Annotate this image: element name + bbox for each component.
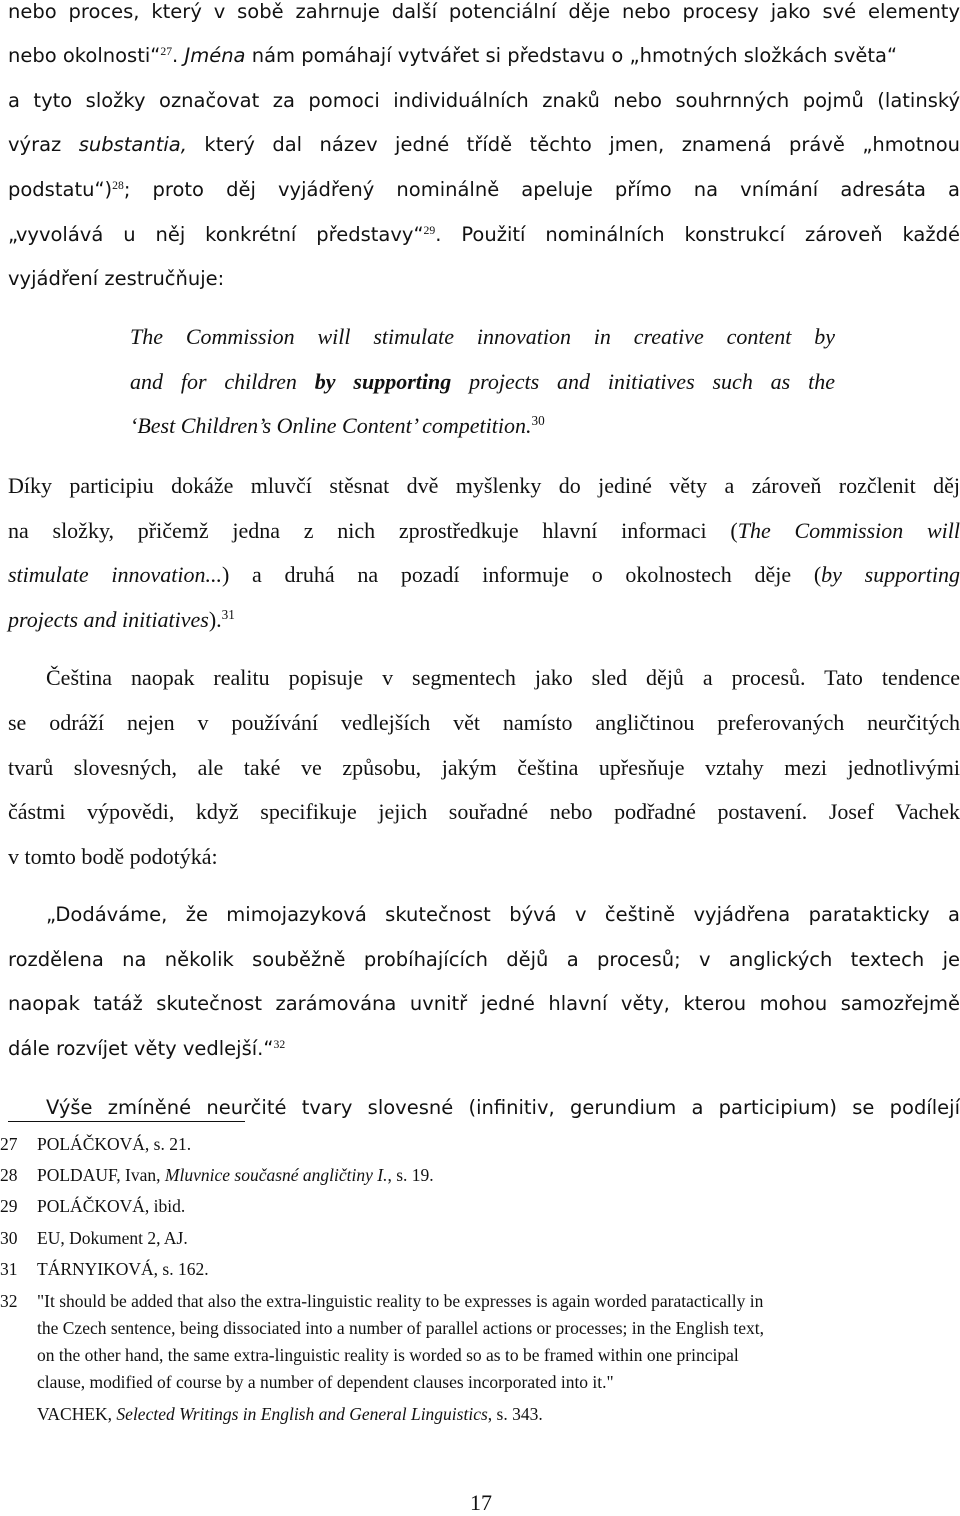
text-run: nám pomáhají vytvářet si představu o „hmotných složkách světa“ (245, 44, 898, 67)
text-run: and for children (130, 369, 315, 394)
footnote-number: 27 (0, 1134, 18, 1154)
quote-line (8, 1037, 285, 1060)
footnote-text: TÁRNYIKOVÁ, s. 162. (37, 1259, 209, 1279)
text-run: VACHEK, (37, 1404, 117, 1424)
text-run: na složky, přičemž jedna z nich zprostředkuje hlavní informaci ( (8, 518, 738, 543)
body-text-line (8, 473, 960, 499)
book-title: Mluvnice současné angličtiny I. (164, 1165, 388, 1185)
footnote-separator (8, 1121, 245, 1122)
body-text-line (46, 665, 960, 691)
quote-line (8, 948, 960, 971)
body-text-line (8, 710, 960, 736)
text-run: Díky participiu dokáže mluvčí stěsnat dvě myšlenky do jediné věty a zároveň rozčlenit děj (8, 473, 960, 498)
body-text-line (8, 223, 960, 246)
quote-line (8, 992, 960, 1015)
text-run: se odráží nejen v používání vedlejších vět namísto angličtinou preferovaných neurčitých (8, 710, 960, 735)
text-run: naopak tatáž skutečnost zarámována uvnitř jedné hlavní věty, kterou mohou samozřejmě (8, 992, 960, 1015)
text-run: vyjádření zestručňuje: (8, 267, 225, 290)
text-run: POLDAUF, Ivan, (37, 1165, 165, 1185)
footnote-text: the Czech sentence, being dissociated into a number of parallel actions or processes; in the English text, (37, 1318, 765, 1338)
footnote-number: 30 (0, 1228, 18, 1248)
footnote-text (37, 1404, 543, 1425)
text-run: ). (208, 607, 222, 632)
footnote-number: 31 (0, 1259, 18, 1279)
italic-term: Jména (184, 44, 246, 67)
footnote-text: POLÁČKOVÁ, s. 21. (37, 1134, 192, 1154)
text-run: „Dodáváme, že mimojazyková skutečnost bývá v češtině vyjádřena paratakticky a (46, 903, 960, 926)
footnote-ref[interactable]: 28 (112, 178, 124, 192)
text-run: Výše zmíněné neurčité tvary slovesné (infinitiv, gerundium a participium) se podílejí (46, 1096, 960, 1119)
bold-phrase: by supporting (314, 369, 452, 394)
text-run: který dal název jedné třídě těchto jmen, znamená právě „hmotnou (186, 133, 960, 156)
text-run: ‘Best Children’s Online Content’ competition. (130, 413, 532, 438)
footnote-ref[interactable]: 29 (423, 223, 436, 237)
text-run: projects and initiatives such as the (451, 369, 835, 394)
text-run: „vyvolává u něj konkrétní představy“ (8, 223, 424, 246)
text-run: ; proto děj vyjádřený nominálně apeluje přímo na vnímání adresáta a (123, 178, 960, 201)
italic-term: projects and initiatives (8, 607, 209, 632)
text-run: nebo proces, který v sobě zahrnuje další potenciální děje nebo procesy jako své elementy (8, 0, 960, 23)
quote-line (46, 903, 960, 926)
footnote-text: EU, Dokument 2, AJ. (37, 1228, 188, 1248)
footnote-text: "It should be added that also the extra-linguistic reality to be expresses is again worded paratactically in (37, 1291, 764, 1311)
footnote-ref[interactable]: 32 (273, 1037, 286, 1051)
text-run: v tomto bodě podotýká: (8, 844, 218, 869)
italic-term: stimulate innovation... (8, 562, 222, 587)
book-title: Selected Writings in English and General Linguistics (116, 1404, 488, 1424)
body-text-line (8, 844, 218, 870)
text-run: částmi výpovědi, když specifikuje jejich souřadné nebo podřadné postavení. Josef Vachek (8, 799, 960, 824)
footnote-number: 32 (0, 1291, 18, 1311)
text-run: . (172, 44, 185, 67)
footnote-text: on the other hand, the same extra-linguistic reality is worded so as to be framed within one principal (37, 1345, 739, 1365)
footnote-ref[interactable]: 30 (531, 413, 545, 429)
body-text-line (8, 0, 960, 23)
footnote-text: clause, modified of course by a number of dependent clauses incorporated into it." (37, 1372, 614, 1392)
footnote-text: POLÁČKOVÁ, ibid. (37, 1196, 186, 1216)
page-number: 17 (470, 1490, 492, 1515)
footnote-number: 28 (0, 1165, 18, 1185)
text-run: , s. 343. (487, 1404, 543, 1424)
body-text-line (8, 518, 960, 544)
block-quote-line (130, 413, 545, 439)
body-text-line (8, 133, 960, 156)
footnote-text (37, 1165, 434, 1186)
footnote-number: 29 (0, 1196, 18, 1216)
body-text-line (8, 267, 224, 290)
italic-term: substantia, (78, 133, 187, 156)
text-run: ) a druhá na pozadí informuje o okolnostech děje ( (222, 562, 822, 587)
body-text-line (8, 799, 960, 825)
body-text-line (8, 755, 960, 781)
body-text-line (8, 44, 897, 67)
italic-term: by supporting (821, 562, 960, 587)
body-text-line (8, 607, 235, 633)
body-text-line (8, 178, 960, 201)
italic-term: The Commission will (737, 518, 960, 543)
body-text-line (8, 89, 960, 112)
block-quote-line (130, 324, 835, 350)
text-run: nebo okolnosti“ (8, 44, 161, 67)
block-quote-line (130, 369, 835, 395)
text-run: rozdělena na několik souběžně probíhajících dějů a procesů; v anglických textech je (8, 948, 960, 971)
footnote-ref[interactable]: 27 (160, 44, 173, 58)
text-run: The Commission will stimulate innovation in creative content by (130, 324, 835, 349)
text-run: výraz (8, 133, 79, 156)
text-run: podstatu“) (8, 178, 113, 201)
text-run: , s. 19. (387, 1165, 434, 1185)
body-text-line (46, 1096, 960, 1119)
text-run: Čeština naopak realitu popisuje v segmentech jako sled dějů a procesů. Tato tendence (46, 665, 960, 690)
text-run: a tyto složky označovat za pomoci individuálních znaků nebo souhrnných pojmů (latinský (8, 89, 960, 112)
body-text-line (8, 562, 960, 588)
text-run: dále rozvíjet věty vedlejší.“ (8, 1037, 274, 1060)
text-run: . Použití nominálních konstrukcí zároveň každé (435, 223, 960, 246)
footnote-ref[interactable]: 31 (221, 607, 235, 623)
text-run: tvarů slovesných, ale také ve způsobu, jakým čeština upřesňuje vztahy mezi jednotlivými (8, 755, 960, 780)
